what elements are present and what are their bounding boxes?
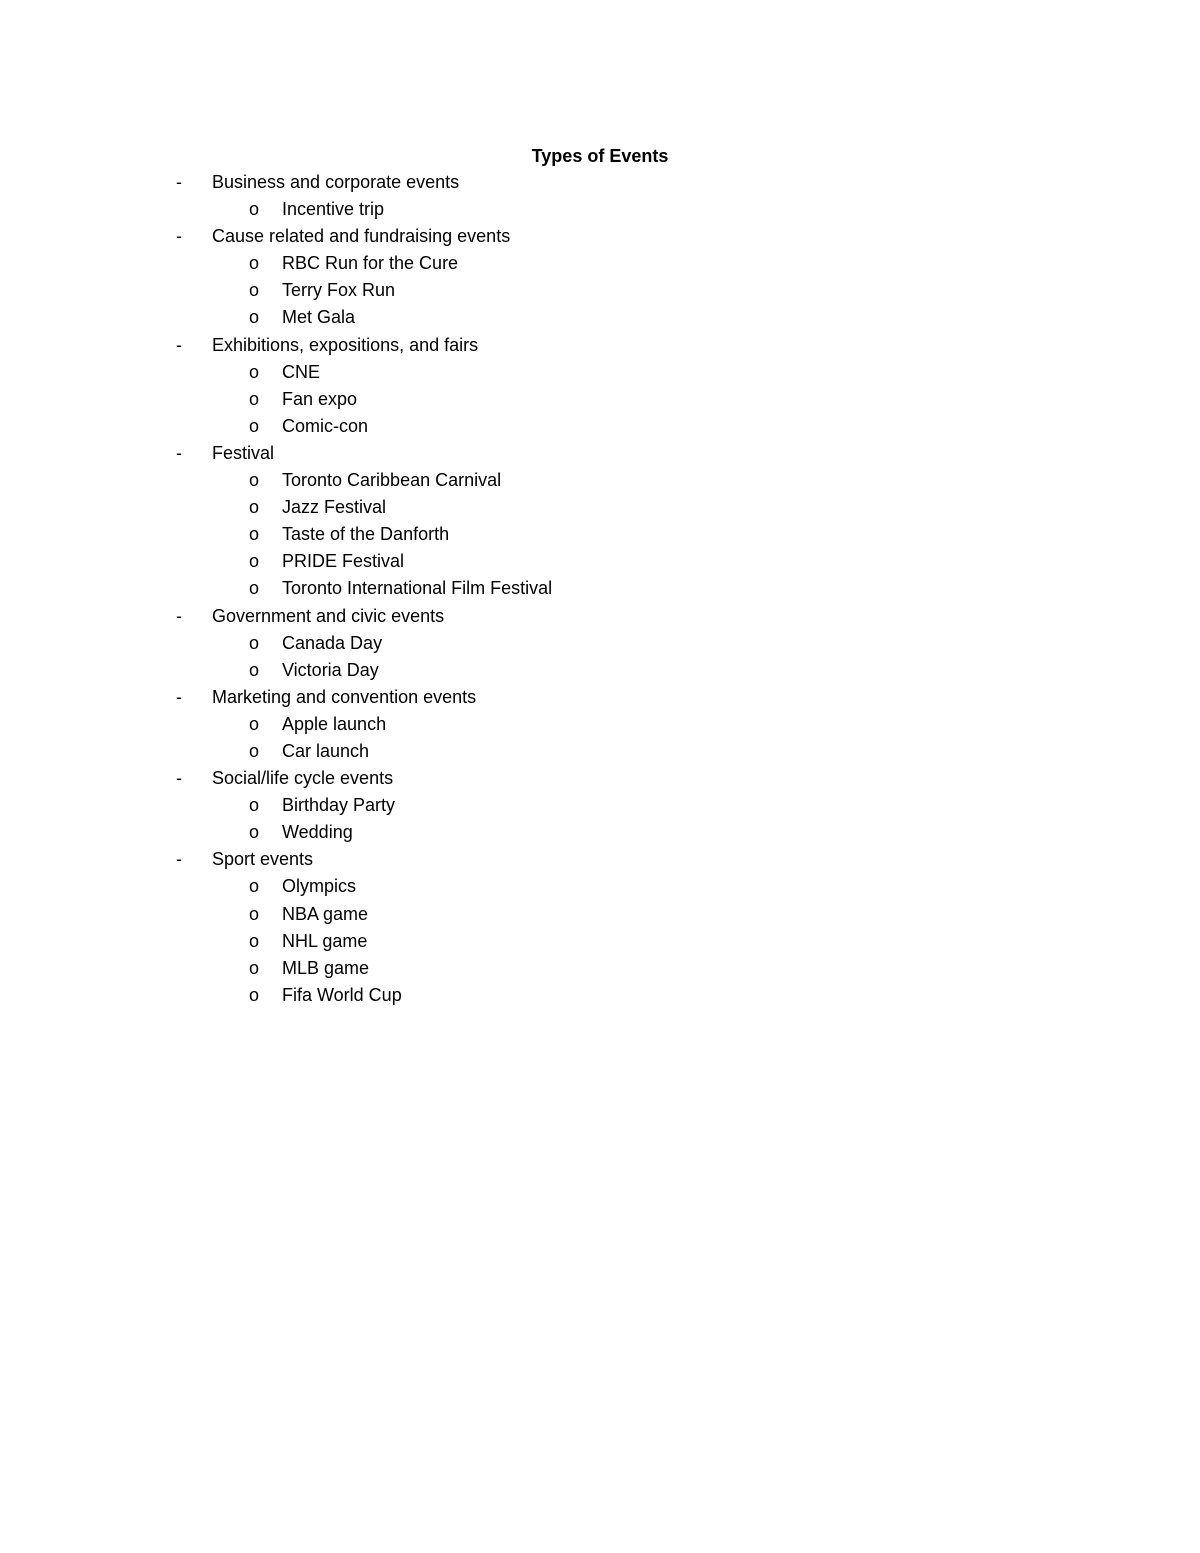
circle-bullet: o [249,876,260,897]
dash-bullet: - [176,768,182,789]
item-label: Fan expo [282,388,358,409]
circle-bullet: o [249,713,260,734]
list-item [0,250,1200,277]
circle-bullet: o [249,930,260,951]
list-item [0,928,1200,955]
list-item [0,548,1200,575]
list-item [0,982,1200,1009]
circle-bullet: o [249,361,260,382]
event-types-list [0,169,1200,1009]
sub-list [0,792,1200,846]
item-label: MLB game [282,957,370,978]
category-marketing-convention [0,684,1200,765]
list-item [0,359,1200,386]
item-label: NBA game [282,903,369,924]
circle-bullet: o [249,795,260,816]
list-item [0,575,1200,602]
sub-list [0,873,1200,1008]
dash-bullet: - [176,849,182,870]
item-label: Incentive trip [282,199,385,220]
category-government-civic [0,603,1200,684]
dash-bullet: - [176,334,182,355]
dash-bullet: - [176,226,182,247]
dash-bullet: - [176,172,182,192]
dash-bullet: - [176,605,182,626]
item-label: Birthday Party [282,795,396,816]
category-festival [0,440,1200,603]
item-label: Terry Fox Run [282,280,396,301]
circle-bullet: o [249,578,260,599]
sub-list [0,467,1200,602]
list-item [0,521,1200,548]
circle-bullet: o [249,632,260,653]
sub-list [0,196,1200,223]
item-label: Taste of the Danforth [282,524,450,545]
item-label: Toronto Caribbean Carnival [282,470,502,491]
category-label: Festival [212,442,275,463]
list-item [0,304,1200,331]
circle-bullet: o [249,740,260,761]
circle-bullet: o [249,659,260,680]
circle-bullet: o [249,957,260,978]
item-label: Fifa World Cup [282,984,402,1005]
list-item [0,630,1200,657]
circle-bullet: o [249,524,260,545]
item-label: Canada Day [282,632,383,653]
item-label: Victoria Day [282,659,379,680]
dash-bullet: - [176,686,182,707]
item-label: Wedding [282,822,353,843]
category-label: Exhibitions, expositions, and fairs [212,334,479,355]
item-label: Car launch [282,740,370,761]
circle-bullet: o [249,307,260,328]
circle-bullet: o [249,984,260,1005]
list-item [0,738,1200,765]
list-item [0,792,1200,819]
category-social-life-cycle [0,765,1200,846]
list-item [0,467,1200,494]
sub-list [0,711,1200,765]
category-label: Marketing and convention events [212,686,477,707]
circle-bullet: o [249,822,260,843]
category-sport [0,846,1200,1009]
category-cause-fundraising [0,223,1200,331]
list-item [0,873,1200,900]
item-label: Toronto International Film Festival [282,578,553,599]
item-label: NHL game [282,930,368,951]
item-label: PRIDE Festival [282,551,405,572]
item-label: Comic-con [282,415,369,436]
item-label: Met Gala [282,307,356,328]
item-label: Jazz Festival [282,497,387,518]
circle-bullet: o [249,280,260,301]
circle-bullet: o [249,497,260,518]
item-label: CNE [282,361,321,382]
category-exhibitions [0,332,1200,440]
category-business-corporate [0,169,1200,223]
list-item [0,386,1200,413]
list-item [0,819,1200,846]
sub-list [0,359,1200,440]
sub-list [0,250,1200,331]
item-label: Apple launch [282,713,387,734]
circle-bullet: o [249,199,260,220]
category-label: Business and corporate events [212,172,460,192]
list-item [0,413,1200,440]
list-item [0,657,1200,684]
circle-bullet: o [249,253,260,274]
circle-bullet: o [249,551,260,572]
sub-list [0,630,1200,684]
category-label: Social/life cycle events [212,768,394,789]
list-item [0,955,1200,982]
category-label: Government and civic events [212,605,445,626]
list-item [0,277,1200,304]
list-item [0,494,1200,521]
item-label: RBC Run for the Cure [282,253,459,274]
circle-bullet: o [249,415,260,436]
circle-bullet: o [249,903,260,924]
item-label: Olympics [282,876,357,897]
document-title: Types of Events [531,146,669,166]
circle-bullet: o [249,388,260,409]
circle-bullet: o [249,470,260,491]
list-item [0,196,1200,223]
list-item [0,711,1200,738]
category-label: Cause related and fundraising events [212,226,511,247]
dash-bullet: - [176,442,182,463]
list-item [0,901,1200,928]
category-label: Sport events [212,849,314,870]
